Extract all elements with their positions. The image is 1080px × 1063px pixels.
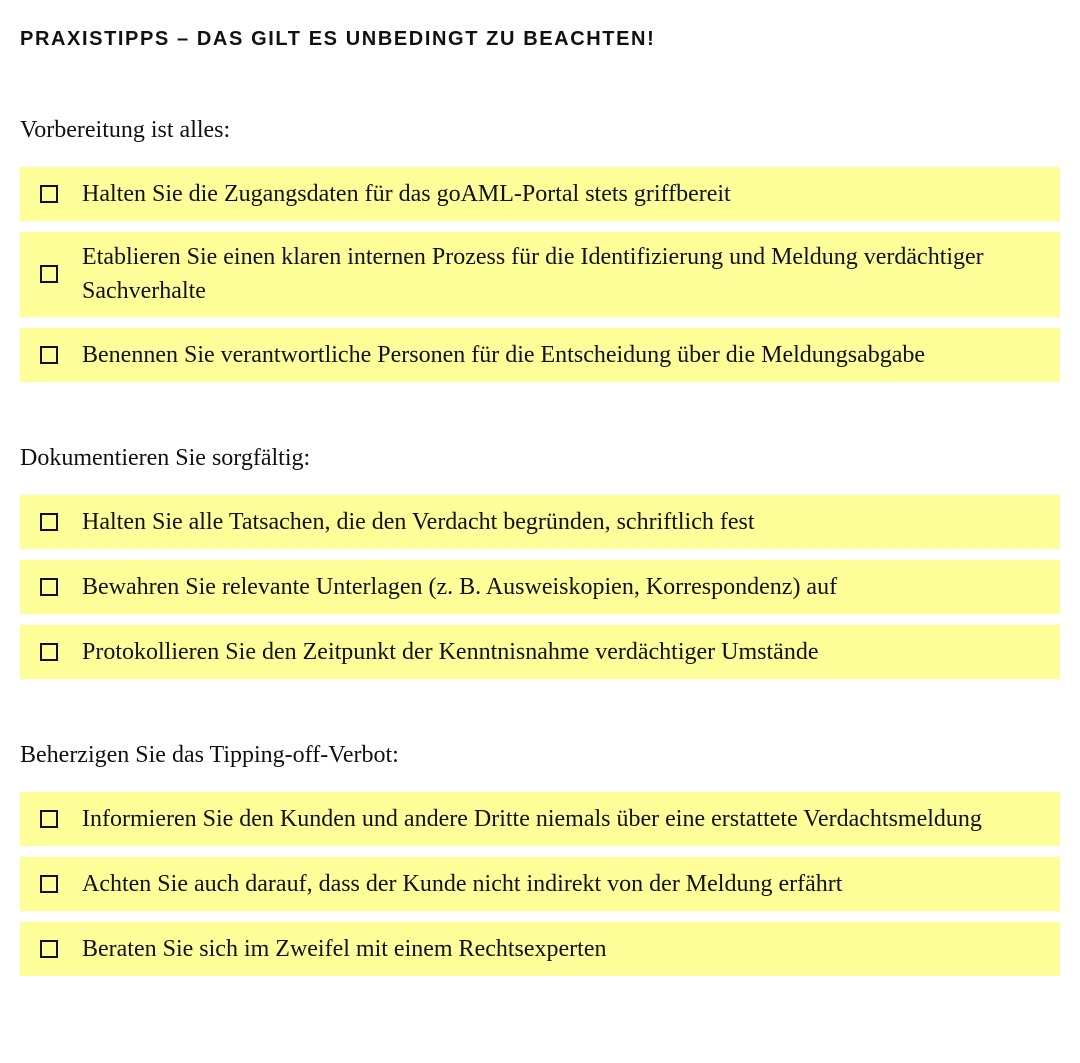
section-heading: Dokumentieren Sie sorgfältig:: [20, 445, 311, 471]
checklist-item: [20, 792, 1060, 846]
section-tipping-off: [20, 737, 1060, 976]
section-vorbereitung: [20, 112, 1060, 382]
checklist-item-text: Achten Sie auch darauf, dass der Kunde nicht indirekt von der Meldung erfährt: [82, 870, 843, 897]
checklist: [20, 495, 1060, 679]
checklist-item-text: Benennen Sie verantwortliche Personen für die Entscheidung über die Meldungsabgabe: [82, 341, 926, 368]
checkbox[interactable]: [40, 265, 58, 283]
checkbox[interactable]: [40, 940, 58, 958]
checklist-item-text: Beraten Sie sich im Zweifel mit einem Rechtsexperten: [82, 935, 607, 962]
section-heading: Vorbereitung ist alles:: [20, 117, 231, 143]
checklist: [20, 792, 1060, 976]
checkbox[interactable]: [40, 346, 58, 364]
checklist-item: [20, 625, 1060, 679]
checklist-item-text: Halten Sie die Zugangsdaten für das goAML-Portal stets griffbereit: [82, 180, 731, 207]
checkbox[interactable]: [40, 643, 58, 661]
checklist-item: [20, 167, 1060, 221]
checklist-item: [20, 560, 1060, 614]
checkbox[interactable]: [40, 185, 58, 203]
checklist-item: [20, 328, 1060, 382]
checklist: [20, 167, 1060, 382]
checklist-item: [20, 922, 1060, 976]
checklist-item-text: Bewahren Sie relevante Unterlagen (z. B. Ausweiskopien, Korrespondenz) auf: [82, 573, 838, 600]
section-heading: Beherzigen Sie das Tipping-off-Verbot:: [20, 742, 399, 768]
praxistipps-checklist: [20, 0, 1060, 976]
checkbox[interactable]: [40, 810, 58, 828]
checkbox[interactable]: [40, 578, 58, 596]
section-dokumentation: [20, 440, 1060, 679]
checkbox[interactable]: [40, 513, 58, 531]
checklist-item-text: Etablieren Sie einen klaren internen Prozess für die Identifizierung und Meldung verdächtiger Sachverhalte: [82, 244, 984, 304]
checklist-item: [20, 232, 1060, 317]
page-title: PRAXISTIPPS – DAS GILT ES UNBEDINGT ZU BEACHTEN!: [20, 28, 656, 50]
checklist-item-text: Informieren Sie den Kunden und andere Dritte niemals über eine erstattete Verdachtsmeldung: [82, 805, 982, 832]
checklist-item: [20, 495, 1060, 549]
checklist-item: [20, 857, 1060, 911]
checklist-item-text: Halten Sie alle Tatsachen, die den Verdacht begründen, schriftlich fest: [82, 508, 755, 535]
checkbox[interactable]: [40, 875, 58, 893]
checklist-item-text: Protokollieren Sie den Zeitpunkt der Kenntnisnahme verdächtiger Umstände: [82, 638, 819, 665]
